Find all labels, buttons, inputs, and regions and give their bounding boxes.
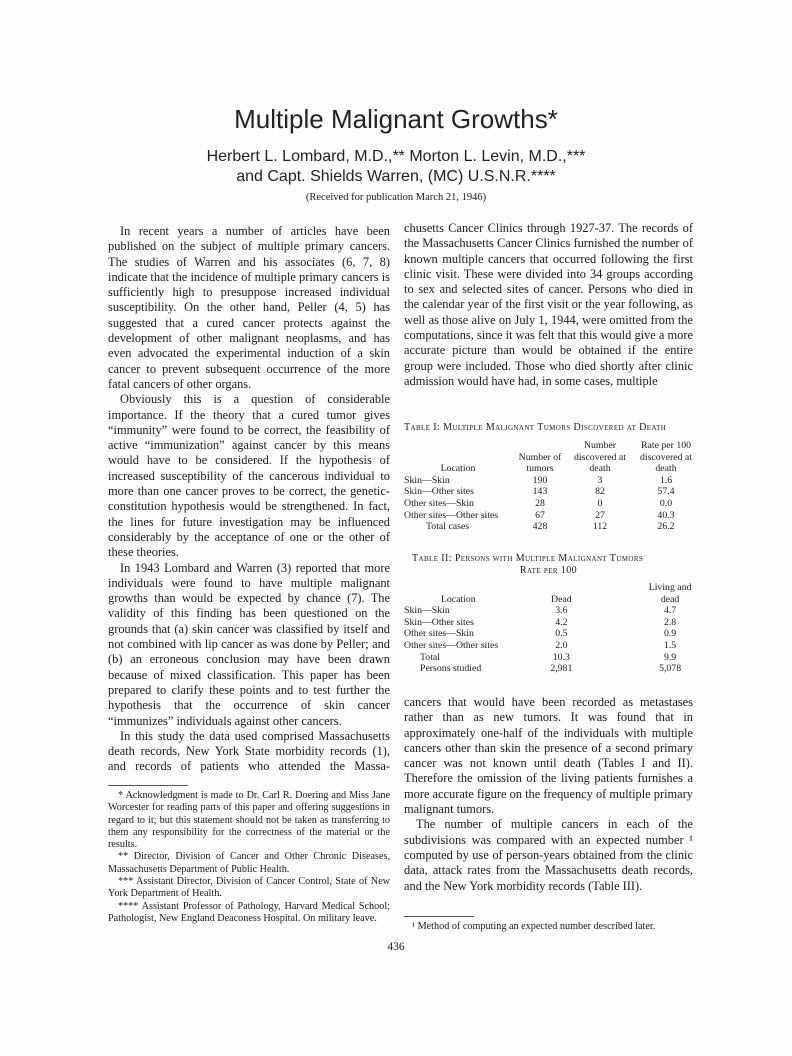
right-column-bottom bbox=[404, 695, 693, 894]
col-header: Dead bbox=[551, 593, 572, 605]
table-row: Other sites—Skin 0.5 0.9 bbox=[404, 628, 677, 640]
paragraph: Obviously this is a question of considerable importance. If the theory that a cured tumor gives “immunity” were found to be correct, the feasibility of active “immunization” against cancer by this means would have to be considered. If the hypothesis of increased susceptibility of the cancerous individual to more than one cancer proves to be correct, the genetic-constitution hypothesis would be strengthened. In fact, the lines for future investigation may be influenced considerably by the acceptance of one or the other of these theories. bbox=[108, 392, 390, 560]
footnote-rule bbox=[404, 916, 474, 917]
table1 bbox=[404, 440, 700, 533]
received-date: (Received for publication March 21, 1946) bbox=[305, 192, 487, 203]
table-row: Persons studied 2,981 5,078 bbox=[420, 663, 682, 675]
table-row: Other sites—Skin 28 0 0.0 bbox=[404, 497, 673, 509]
table-row-total: Total 10.3 9.9 bbox=[420, 651, 677, 663]
footnote: **** Assistant Professor of Pathology, Harvard Medical School; Pathologist, New England Deaconess Hospital. On military leave. bbox=[108, 900, 390, 924]
table-row: Skin—Skin 190 3 1.6 bbox=[404, 474, 673, 486]
table1-caption: Table I: Multiple Malignant Tumors Discovered at Death bbox=[404, 422, 667, 433]
paragraph: In 1943 Lombard and Warren (3) reported that more individuals were found to have multiple malignant growths than would be expected by chance (7). The validity of this finding has been questioned on the grounds that (a) skin cancer was classified by itself and not combined with lip cancer as was done by Peller; and (b) an erroneous conclusion may have been drawn because of mixed classification. This paper has been prepared to clarify these points and to test further the hypothesis that the occurrence of skin cancer “immunizes” individuals against other cancers. bbox=[108, 560, 390, 728]
table-row: Other sites—Other sites 67 27 40.3 bbox=[404, 509, 675, 521]
col-header: Rate per 100 discovered at death bbox=[640, 440, 692, 475]
col-header: Location bbox=[440, 463, 476, 475]
table2-caption: Table II: Persons with Multiple Malignant Tumors bbox=[412, 553, 644, 564]
footnote-right: ¹ Method of computing an expected number described later. bbox=[412, 921, 656, 932]
table2-caption-sub: Rate per 100 bbox=[519, 565, 578, 576]
col-header: Number of tumors bbox=[518, 451, 562, 475]
col-header: Location bbox=[440, 593, 476, 605]
col-header: Living and dead bbox=[648, 582, 692, 605]
footnote: *** Assistant Director, Division of Cancer Control, State of New York Department of Health. bbox=[108, 876, 390, 900]
authors-line-2: and Capt. Shields Warren, (MC) U.S.N.R.**** bbox=[236, 168, 556, 185]
right-column-top bbox=[404, 221, 693, 389]
paragraph: chusetts Cancer Clinics through 1927-37. The records of the Massachusetts Cancer Clinics furnished the number of known multiple cancers that occurred following the first clinic visit. These were divided into 34 groups according to sex and selected sites of cancer. Persons who died in the calendar year of the first visit or the year following, as well as those alive on July 1, 1944, were omitted from the computations, since it was felt that this would give a more accurate picture than would be obtained if the entire group were included. Those who died shortly after clinic admission would have had, in some cases, multiple bbox=[404, 221, 693, 388]
paragraph: The number of multiple cancers in each of the subdivisions was compared with an expected number ¹ computed by use of person-years obtained from the clinic data, attack rates from the Massachusetts death records, and the New York morbidity records (Table III). bbox=[404, 817, 693, 893]
footnote: * Acknowledgment is made to Dr. Carl R. Doering and Miss Jane Worcester for reading parts of this paper and offering suggestions in regard to it; but this statement should not be taken as transferring to them any responsibility for the correctness of the material or the results. bbox=[108, 790, 390, 851]
table-row: Other sites—Other sites 2.0 1.5 bbox=[404, 639, 677, 651]
table-row: Skin—Skin 3.6 4.7 bbox=[404, 605, 677, 617]
article-title: Multiple Malignant Growths* bbox=[234, 104, 558, 134]
page-number: 436 bbox=[387, 941, 405, 953]
table-header-row bbox=[404, 440, 700, 475]
left-column bbox=[108, 224, 390, 775]
authors-line-1: Herbert L. Lombard, M.D.,** Morton L. Levin, M.D.,*** bbox=[206, 148, 586, 165]
footnote-rule bbox=[108, 785, 188, 786]
table2 bbox=[404, 582, 700, 675]
footnotes bbox=[108, 790, 390, 925]
table-row: Skin—Other sites 4.2 2.8 bbox=[404, 616, 677, 628]
paragraph: cancers that would have been recorded as metastases rather than as new tumors. It was found that in approximately one-half of the individuals with multiple cancers other than skin the presence of a second primary cancer was not known until death (Tables I and II). Therefore the omission of the living patients furnishes a more accurate figure on the frequency of multiple primary malignant tumors. bbox=[404, 695, 693, 817]
paragraph: In this study the data used comprised Massachusetts death records, New York State morbidity records (1), and records of patients who attended the Massa- bbox=[108, 728, 390, 774]
table-row-total: Total cases 428 112 26.2 bbox=[426, 521, 675, 533]
footnote: ** Director, Division of Cancer and Other Chronic Diseases, Massachusetts Department of Public Health. bbox=[108, 851, 390, 875]
col-header: Number discovered at death bbox=[574, 440, 626, 475]
table-row: Skin—Other sites 143 82 57.4 bbox=[404, 486, 675, 498]
table-header-row bbox=[404, 582, 700, 605]
paragraph: In recent years a number of articles have been published on the subject of multiple primary cancers. The studies of Warren and his associates (6, 7, 8) indicate that the incidence of multiple primary cancers is sufficiently high to presuppose increased individual susceptibility. On the other hand, Peller (4, 5) has suggested that a cured cancer protects against the development of other malignant neoplasms, and has even advocated the experimental induction of a skin cancer to prevent subsequent occurrence of the more fatal cancers of other organs. bbox=[108, 224, 390, 391]
